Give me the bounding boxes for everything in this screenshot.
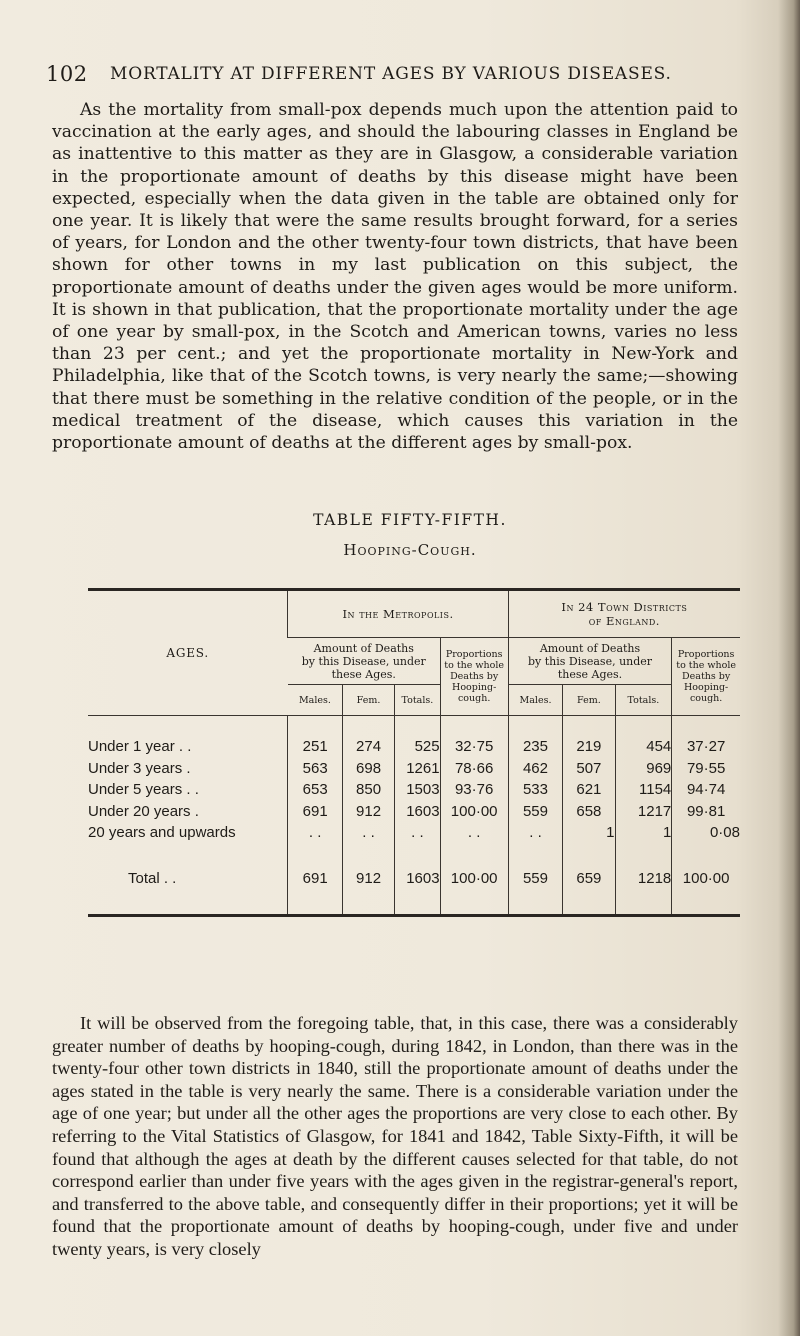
males-cell: 563 bbox=[288, 758, 343, 780]
town-districts-header bbox=[508, 590, 740, 638]
fem-cell: 850 bbox=[342, 779, 394, 801]
proportion-cell: . . bbox=[440, 822, 508, 844]
males-cell: 559 bbox=[508, 801, 563, 823]
prop-header-line4: Hooping- bbox=[452, 682, 497, 693]
metropolis-proportion-header bbox=[440, 638, 508, 716]
males-cell: 691 bbox=[288, 868, 343, 890]
totals-cell: 1603 bbox=[395, 801, 440, 823]
totals-cell: 454 bbox=[615, 736, 672, 758]
table-row bbox=[88, 736, 740, 758]
proportion-cell: 78·66 bbox=[440, 758, 508, 780]
males-cell: 691 bbox=[288, 801, 343, 823]
fem-cell: 659 bbox=[563, 868, 615, 890]
table-title: TABLE FIFTY-FIFTH. bbox=[313, 511, 507, 529]
proportion-cell: 100·00 bbox=[440, 868, 508, 890]
proportion-cell: 100·00 bbox=[672, 868, 740, 890]
fem-cell: . . bbox=[342, 822, 394, 844]
amount-header-line3: these Ages. bbox=[331, 667, 396, 681]
towns-totals-header: Totals. bbox=[615, 685, 672, 716]
age-cell: 20 years and upwards bbox=[88, 824, 236, 842]
prop-header-line5: cough. bbox=[457, 693, 491, 704]
age-cell: Under 20 years . bbox=[88, 802, 199, 820]
prop-header-line4: Hooping- bbox=[684, 682, 729, 693]
prop-header-line2: to the whole bbox=[676, 660, 737, 671]
table-row bbox=[88, 801, 740, 823]
spacer-row bbox=[88, 844, 740, 868]
table-row bbox=[88, 758, 740, 780]
hooping-cough-table bbox=[88, 588, 740, 917]
town-districts-header-line1: In 24 Town Districts bbox=[561, 600, 688, 614]
spacer-row bbox=[88, 890, 740, 916]
towns-fem-header: Fem. bbox=[563, 685, 615, 716]
fem-cell: 274 bbox=[342, 736, 394, 758]
fem-cell: 621 bbox=[563, 779, 615, 801]
metropolis-males-header: Males. bbox=[298, 694, 331, 706]
page-number: 102 bbox=[46, 62, 88, 86]
amount-header-line2: by this Disease, under bbox=[301, 654, 426, 668]
towns-males-header: Males. bbox=[508, 685, 563, 716]
totals-cell: 525 bbox=[395, 736, 440, 758]
males-cell: 235 bbox=[508, 736, 563, 758]
males-cell: 559 bbox=[508, 868, 563, 890]
table-row bbox=[88, 822, 740, 844]
paragraph-smallpox: As the mortality from small-pox depends much upon the attention paid to vaccination at the early ages, and should the labouring classes in England be as inattentive to this matter as they are in Glasgow, a considerable variation in the proportionate amount of deaths by this disease might have been expected, especially when the data given in the table are obtained only for one year. It is likely that were the same results brought forward, for a series of years, for London and the other twenty-four town districts, that have been shown for other towns in my last publication on this subject, the proportionate amount of deaths under the given ages would be more uniform. It is shown in that publication, that the proportionate mortality under the age of one year by small-pox, in the Scotch and American towns, varies no less than 23 per cent.; and yet the proportionate mortality in New-York and Philadelphia, like that of the Scotch towns, is very nearly the same;—showing that there must be something in the relative condition of the people, or in the medical treatment of the disease, which causes this variation in the proportionate amount of deaths at the different ages by small-pox. bbox=[52, 100, 738, 454]
totals-cell: 1603 bbox=[395, 868, 440, 890]
paragraph-hooping-cough: It will be observed from the foregoing table, that, in this case, there was a considerably greater number of deaths by hooping-cough, during 1842, in London, than there was in the twenty-four other town districts in 1840, still the proportionate amount of deaths under the ages stated in the table is very nearly the same. There is a considerable variation under the age of one year; but under all the other ages the proportions are very close to each other. By referring to the Vital Statistics of Glasgow, for 1841 and 1842, Table Sixty-Fifth, it will be found that although the ages at death by the different causes selected for that table, do not correspond earlier than under five years with the ages given in the registrar-general's report, and transferred to the above table, and consequently differ in their proportions; yet it will be found that the proportionate amount of deaths by hooping-cough, under five and under twenty years, is very closely bbox=[52, 1013, 738, 1259]
total-label: Total . . bbox=[128, 870, 177, 887]
males-cell: 462 bbox=[508, 758, 563, 780]
age-cell: Under 1 year . . bbox=[88, 738, 192, 756]
fem-cell: 912 bbox=[342, 801, 394, 823]
males-cell: 533 bbox=[508, 779, 563, 801]
proportion-cell: 0·08 bbox=[672, 822, 740, 844]
page-edge-shadow bbox=[778, 0, 800, 1336]
males-cell: 251 bbox=[288, 736, 343, 758]
metropolis-totals-header: Totals. bbox=[395, 685, 440, 716]
totals-cell: 969 bbox=[615, 758, 672, 780]
fem-cell: 698 bbox=[342, 758, 394, 780]
prop-header-line5: cough. bbox=[689, 693, 723, 704]
totals-cell: 1 bbox=[615, 822, 672, 844]
prop-header-line3: Deaths by bbox=[450, 671, 499, 682]
proportion-cell: 99·81 bbox=[672, 801, 740, 823]
proportion-cell: 32·75 bbox=[440, 736, 508, 758]
fem-cell: 507 bbox=[563, 758, 615, 780]
proportion-cell: 93·76 bbox=[440, 779, 508, 801]
amount-header-line1: Amount of Deaths bbox=[313, 641, 414, 655]
ages-header: AGES. bbox=[166, 646, 210, 660]
fem-cell: 219 bbox=[563, 736, 615, 758]
prop-header-line2: to the whole bbox=[444, 660, 505, 671]
proportion-cell: 37·27 bbox=[672, 736, 740, 758]
metropolis-fem-header: Fem. bbox=[342, 685, 394, 716]
amount-header-line1: Amount of Deaths bbox=[539, 641, 641, 655]
table-subtitle: Hooping-Cough. bbox=[343, 541, 477, 559]
prop-header-line1: Proportions bbox=[677, 649, 735, 660]
totals-cell: 1503 bbox=[395, 779, 440, 801]
totals-cell: . . bbox=[395, 822, 440, 844]
fem-cell: 658 bbox=[563, 801, 615, 823]
towns-proportion-header bbox=[672, 638, 740, 716]
running-header bbox=[46, 62, 746, 92]
prop-header-line3: Deaths by bbox=[682, 671, 731, 682]
metropolis-header: In the Metropolis. bbox=[288, 590, 508, 638]
proportion-cell: 79·55 bbox=[672, 758, 740, 780]
proportion-cell: 94·74 bbox=[672, 779, 740, 801]
proportion-cell: 100·00 bbox=[440, 801, 508, 823]
males-cell: 653 bbox=[288, 779, 343, 801]
amount-header-line2: by this Disease, under bbox=[527, 654, 653, 668]
total-row bbox=[88, 868, 740, 890]
age-cell: Under 3 years . bbox=[88, 759, 191, 777]
totals-cell: 1154 bbox=[615, 779, 672, 801]
age-cell: Under 5 years . . bbox=[88, 781, 199, 799]
males-cell: . . bbox=[508, 822, 563, 844]
fem-cell: 912 bbox=[342, 868, 394, 890]
towns-amount-header bbox=[508, 638, 672, 685]
totals-cell: 1217 bbox=[615, 801, 672, 823]
metropolis-amount-header bbox=[288, 638, 440, 685]
town-districts-header-line2: of England. bbox=[588, 614, 660, 628]
prop-header-line1: Proportions bbox=[445, 649, 503, 660]
amount-header-line3: these Ages. bbox=[557, 667, 623, 681]
running-title: MORTALITY AT DIFFERENT AGES BY VARIOUS DISEASES. bbox=[110, 64, 672, 84]
totals-cell: 1261 bbox=[395, 758, 440, 780]
males-cell: . . bbox=[288, 822, 343, 844]
fem-cell: 1 bbox=[563, 822, 615, 844]
header-separator bbox=[88, 716, 740, 737]
totals-cell: 1218 bbox=[615, 868, 672, 890]
table-row bbox=[88, 779, 740, 801]
